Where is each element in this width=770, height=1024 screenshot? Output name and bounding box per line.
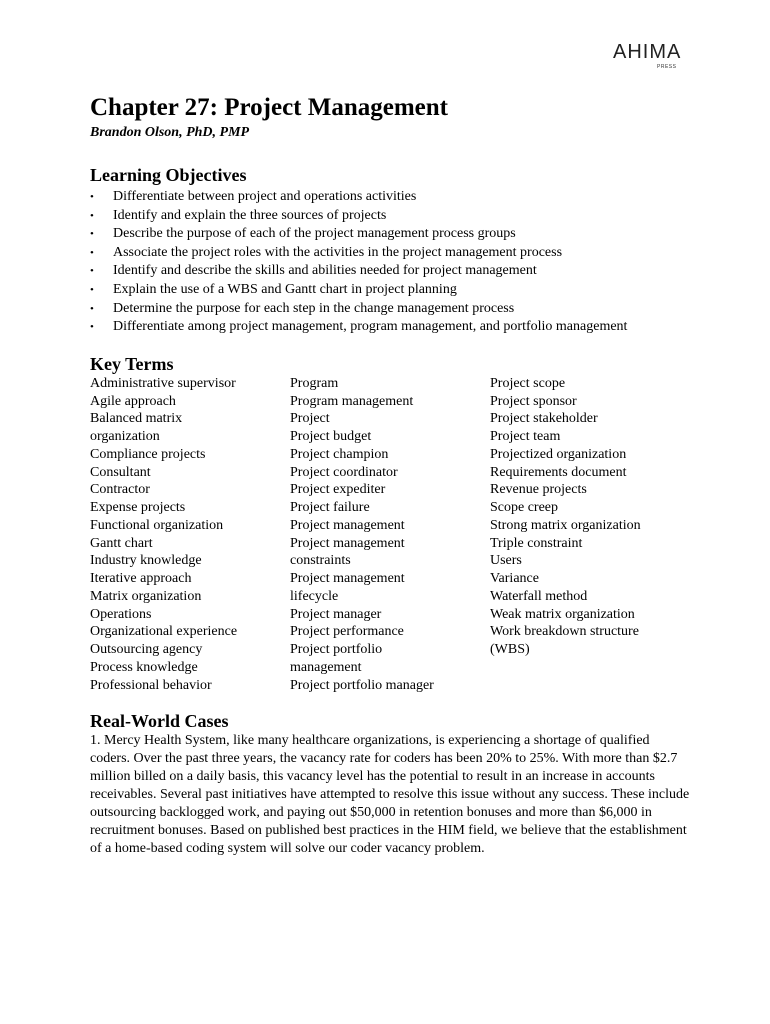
key-term: Project sponsor — [490, 393, 577, 409]
key-term: Project management — [290, 571, 405, 586]
bullet-icon: • — [90, 209, 94, 222]
objective-text: Differentiate among project management, program management, and portfolio management — [113, 319, 628, 335]
key-term: Project performance — [290, 624, 404, 640]
key-term: Project management — [290, 535, 405, 551]
key-term: Functional organization — [90, 517, 224, 533]
key-term: Administrative supervisor — [90, 375, 236, 391]
bullet-icon: • — [90, 321, 94, 334]
objective-text: Explain the use of a WBS and Gantt chart in project planning — [113, 281, 457, 297]
key-term: Operations — [90, 606, 152, 622]
objective-text: Differentiate between project and operations activities — [113, 189, 417, 204]
key-terms-column — [90, 375, 290, 695]
key-term: Project management — [290, 517, 405, 533]
bullet-icon: • — [90, 191, 94, 203]
key-term: Project scope — [490, 375, 566, 391]
key-term: Project stakeholder — [490, 411, 598, 427]
key-term: Waterfall method — [490, 588, 588, 604]
key-term: Project team — [490, 429, 561, 444]
bullet-icon: • — [90, 265, 94, 278]
chapter-title: Chapter 27: Project Management — [90, 94, 449, 121]
key-term: Revenue projects — [490, 482, 587, 498]
objective-item — [90, 244, 690, 263]
key-term: Compliance projects — [90, 446, 206, 462]
key-term: Project manager — [290, 606, 382, 622]
key-term: Project expediter — [290, 482, 386, 498]
key-term: Requirements document — [490, 464, 627, 480]
key-term: constraints — [290, 553, 351, 569]
objective-item — [90, 281, 690, 300]
objective-item — [90, 225, 690, 244]
objective-item — [90, 318, 690, 337]
key-term: Project champion — [290, 446, 389, 462]
key-term: Consultant — [90, 464, 151, 480]
key-term: Project budget — [290, 429, 372, 444]
objective-item — [90, 207, 690, 226]
key-term: organization — [90, 429, 160, 444]
key-term: Program — [290, 375, 339, 391]
bullet-icon: • — [90, 302, 94, 315]
key-term: Triple constraint — [490, 535, 583, 551]
learning-objectives-list — [90, 188, 690, 337]
key-term: Project coordinator — [290, 464, 398, 480]
key-term: Program management — [290, 393, 414, 409]
key-term: Agile approach — [90, 393, 176, 409]
key-term: Users — [490, 553, 522, 569]
key-terms-column — [290, 375, 490, 695]
logo-name: AHIMA — [613, 41, 682, 63]
key-term: Gantt chart — [90, 535, 153, 551]
objective-text: Identify and describe the skills and abilities needed for project management — [113, 263, 537, 279]
key-term: Variance — [490, 571, 539, 586]
key-term: Project failure — [290, 500, 370, 515]
objective-item — [90, 188, 690, 207]
objective-text: Identify and explain the three sources of projects — [113, 207, 387, 223]
case-paragraph: 1. Mercy Health System, like many healthcare organizations, is experiencing a shortage of qualified coders. Over the past three years, the vacancy rate for coders has been 20% to 25%. With more than $2.7 million billed on a daily basis, this vacancy level has the potential to result in an increase in accounts receivables. Several past initiatives have attempted to resolve this issue without any success. These include outsourcing backlogged work, and paying out $50,000 in retention bonuses and more than $6,000 in recruitment bonuses. Based on published best practices in the HIM field, we believe that the establishment of a home-based coding system will solve our coder vacancy problem. — [90, 733, 690, 857]
key-term: lifecycle — [290, 588, 339, 604]
objective-text: Associate the project roles with the activities in the project management process — [113, 244, 563, 260]
objective-item — [90, 262, 690, 281]
key-term: Organizational experience — [90, 624, 238, 640]
bullet-icon: • — [90, 246, 94, 259]
key-term: Contractor — [90, 482, 150, 498]
document-body — [90, 92, 690, 858]
objective-text: Determine the purpose for each step in the change management process — [113, 300, 515, 316]
key-term: Work breakdown structure — [490, 624, 639, 640]
key-term: Project portfolio manager — [290, 677, 434, 693]
logo-subtitle: PRESS — [657, 64, 677, 70]
key-term: Scope creep — [490, 500, 559, 515]
key-term: Weak matrix organization — [490, 606, 635, 622]
key-terms-table — [90, 375, 690, 695]
key-terms-column — [490, 375, 690, 695]
objective-item — [90, 300, 690, 319]
ahima-press-logo — [613, 42, 683, 74]
objective-text: Describe the purpose of each of the project management process groups — [113, 226, 516, 242]
key-term: Iterative approach — [90, 571, 192, 586]
key-term: (WBS) — [490, 642, 530, 657]
key-term: Balanced matrix — [90, 411, 183, 427]
learning-objectives-heading: Learning Objectives — [90, 165, 247, 185]
key-term: Project — [290, 411, 330, 427]
key-term: Expense projects — [90, 500, 186, 515]
key-term: Outsourcing agency — [90, 642, 203, 657]
key-term: Strong matrix organization — [490, 517, 641, 533]
real-world-cases-heading: Real-World Cases — [90, 711, 229, 732]
key-term: Matrix organization — [90, 588, 202, 604]
key-term: management — [290, 659, 362, 675]
key-term: Professional behavior — [90, 677, 212, 693]
key-terms-heading: Key Terms — [90, 353, 174, 374]
key-term: Industry knowledge — [90, 553, 202, 569]
key-term: Process knowledge — [90, 659, 198, 675]
bullet-icon: • — [90, 228, 94, 241]
bullet-icon: • — [90, 283, 94, 296]
key-term: Project portfolio — [290, 642, 383, 657]
key-term: Projectized organization — [490, 446, 627, 462]
author-byline: Brandon Olson, PhD, PMP — [90, 125, 250, 140]
